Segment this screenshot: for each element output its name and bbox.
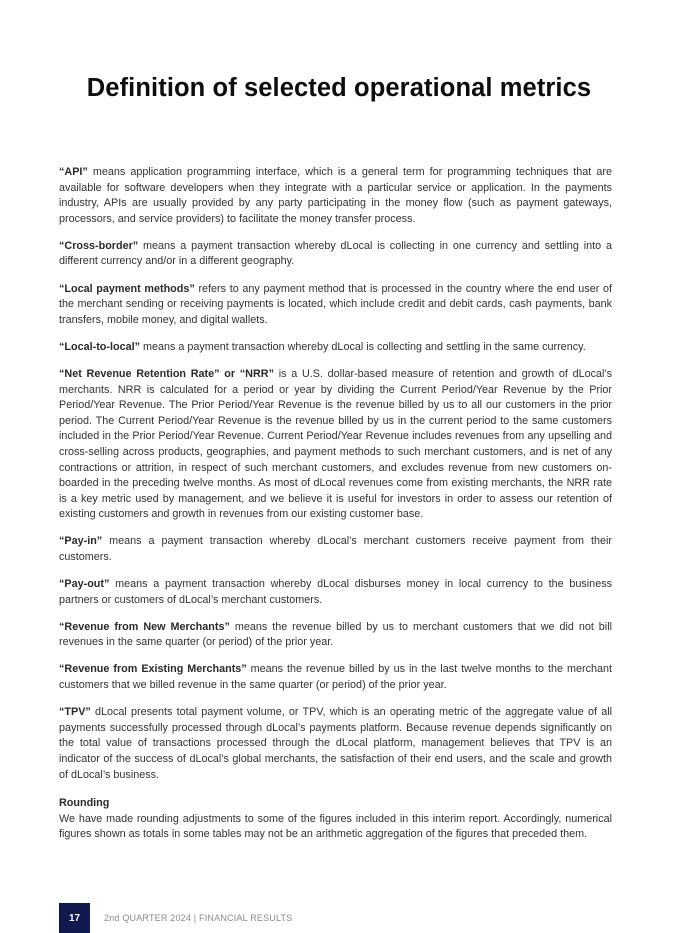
definition-text: means application programming interface, which is a general term for programming techniques that are available for software developers when they integrate with a particular service or application. In the payments industry, APIs are usually provided by any party participating in the money flow (such as payment gateways, processors, and service providers) to facilitate the money transfer process.: [59, 166, 612, 225]
footer-text: 2nd QUARTER 2024 | FINANCIAL RESULTS: [104, 913, 293, 923]
definition-text: means a payment transaction whereby dLocal disburses money in local currency to the business partners or customers of dLocal’s merchant customers.: [59, 578, 612, 606]
definition-text: is a U.S. dollar-based measure of retention and growth of dLocal’s merchants. NRR is calculated for a period or year by dividing the Current Period/Year Revenue by the Prior Period/Year Revenue. The Prior Period/Year Revenue is the revenue billed by us to all our customers in the prior period. The Current Period/Year Revenue is the revenue billed by us in the current period to the same customers included in the Prior Period/Year Revenue. Current Period/Year Revenue includes revenues from any upselling and cross-selling across products, geographies, and payment methods to such merchant customers, and is net of any contractions or attrition, in respect of such merchant customers, and excludes revenue from new customers on-boarded in the preceding twelve months. As most of dLocal revenues come from existing merchants, the NRR rate is a key metric used by management, and we believe it is useful for investors in order to assess our retention of existing customers and growth in revenues from our existing customer base.: [59, 367, 613, 521]
definition-local-payment-methods: [59, 282, 612, 329]
definition-revenue-new-merchants: [59, 620, 612, 651]
definition-text: means the revenue billed by us in the last twelve months to the merchant customers that we billed revenue in the same quarter (or period) of the prior year.: [59, 663, 612, 692]
definition-text: dLocal presents total payment volume, or TPV, which is an operating metric of the aggregate value of all payments successfully processed through dLocal’s payments platform. Because revenue depends significantly on the total value of transactions processed through the dLocal platform, management believes that TPV is an indicator of the success of dLocal’s global merchants, the satisfaction of their end users, and the scale and growth of dLocal’s business.: [59, 706, 612, 781]
rounding-heading: Rounding: [59, 797, 110, 810]
definition-cross-border: [59, 239, 612, 270]
definition-term: “Cross-border”: [59, 239, 139, 252]
definition-term: “Local payment methods”: [59, 282, 195, 295]
definition-local-to-local: [59, 340, 612, 356]
definition-text: means a payment transaction whereby dLocal is collecting and settling in the same currency.: [139, 340, 586, 353]
definition-term: “Net Revenue Retention Rate” or “NRR”: [59, 367, 274, 380]
definition-term: “Local-to-local”: [59, 340, 140, 353]
definition-term: “Revenue from Existing Merchants”: [59, 663, 247, 676]
definition-text: means the revenue billed by us to merchant customers that we did not bill revenues in the same quarter (or period) of the prior year.: [59, 620, 612, 649]
definition-revenue-existing-merchants: [59, 662, 612, 693]
definition-nrr: [59, 367, 612, 523]
definition-term: “Pay-out”: [59, 578, 110, 591]
definition-api: [59, 165, 612, 227]
rounding-text: We have made rounding adjustments to some of the figures included in this interim report. Accordingly, numerical figures shown as totals in some tables may not be an arithmetic aggregation of the figures that preceded them.: [59, 812, 612, 841]
definition-term: “Pay-in”: [59, 535, 103, 548]
definition-term: “API”: [59, 166, 88, 178]
definition-tpv: [59, 705, 612, 783]
definition-pay-out: [59, 577, 612, 608]
page-title: Definition of selected operational metrics: [86, 74, 592, 102]
definition-term: “Revenue from New Merchants”: [59, 620, 230, 633]
definitions-section: [59, 165, 612, 843]
definition-term: “TPV”: [59, 706, 91, 719]
definition-text: means a payment transaction whereby dLocal’s merchant customers receive payment from their customers.: [59, 535, 612, 563]
definition-text: refers to any payment method that is processed in the country where the end user of the merchant sending or receiving payments is located, which include credit and debit cards, cash payments, bank transfers, mobile money, and digital wallets.: [59, 282, 613, 326]
definition-pay-in: [59, 534, 612, 565]
definition-text: means a payment transaction whereby dLocal is collecting in one currency and settling into a different currency and/or in a different geography.: [59, 239, 612, 268]
page-footer: [59, 903, 292, 933]
page-number: 17: [59, 903, 90, 933]
